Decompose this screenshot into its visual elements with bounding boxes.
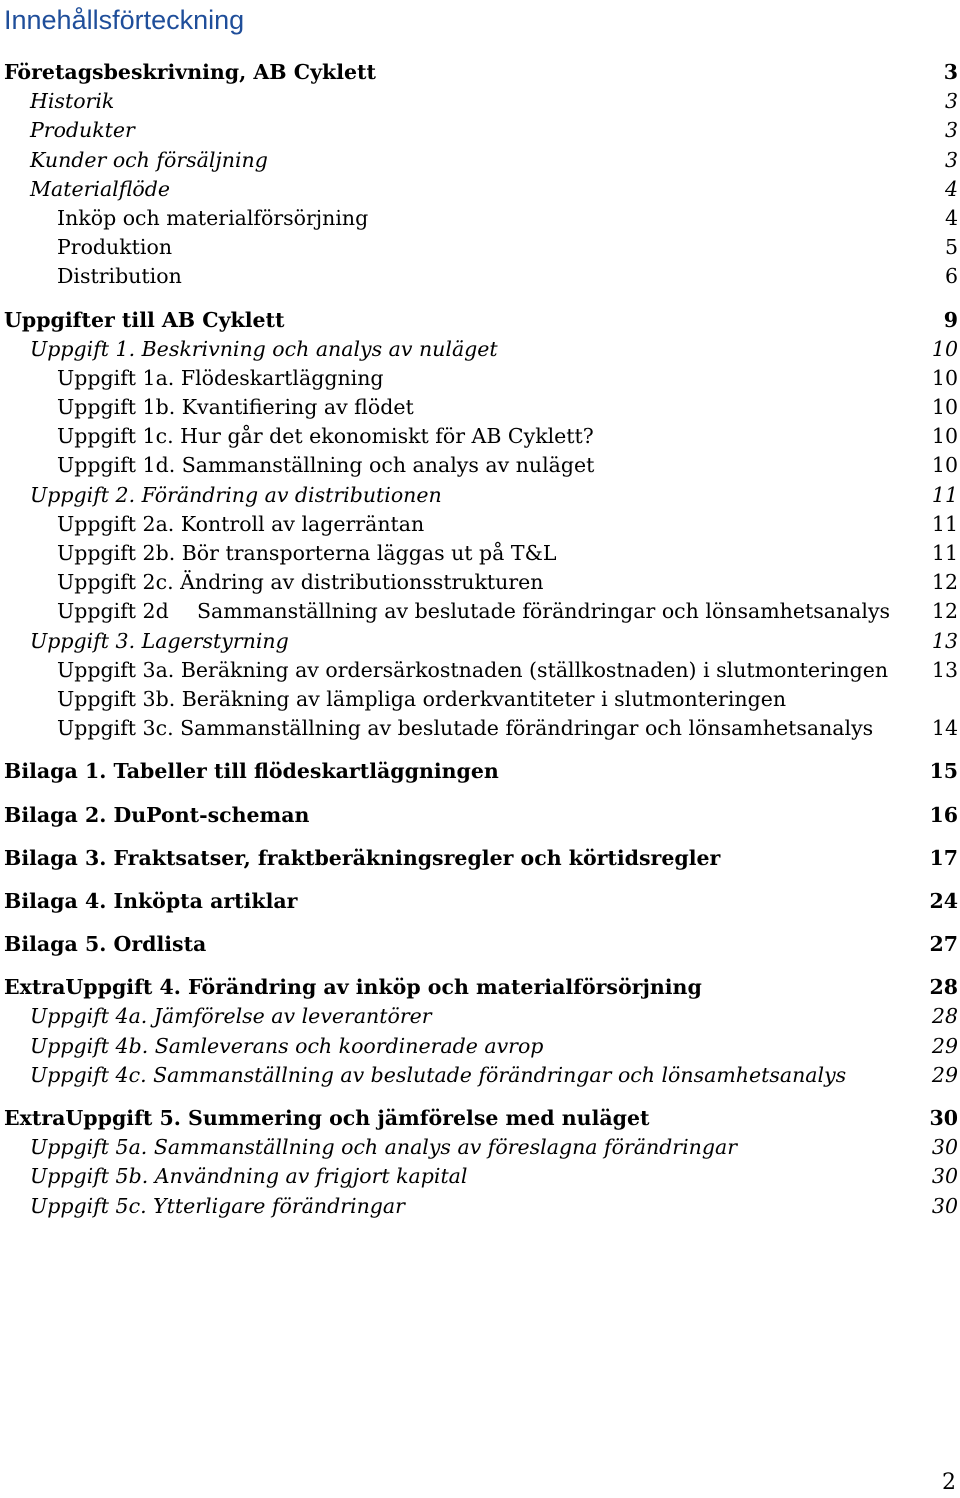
toc-entry-page: 15 <box>929 759 958 784</box>
toc-entry[interactable] <box>4 1032 958 1061</box>
toc-entry-page: 10 <box>931 365 958 390</box>
toc-entry-title: Uppgift 1c. Hur går det ekonomiskt för AB Cyklett? <box>57 424 594 449</box>
toc-entry-title: Uppgift 2a. Kontroll av lagerräntan <box>57 511 425 536</box>
toc-entry-page: 6 <box>944 264 958 289</box>
toc-entry[interactable] <box>4 510 958 539</box>
toc-entry-page: 17 <box>929 845 958 870</box>
toc-entry-page: 16 <box>929 802 958 827</box>
toc-entry-title: Uppgift 3b. Beräkning av lämpliga orderkvantiteter i slutmonteringen <box>57 686 787 711</box>
toc-entry[interactable] <box>4 204 958 233</box>
toc-entry-title: Distribution <box>57 264 182 289</box>
toc-entry-page: 4 <box>944 176 958 201</box>
toc-entry-title: Produkter <box>30 118 135 143</box>
toc-entry-page: 5 <box>944 235 958 260</box>
toc-entry-page: 29 <box>931 1062 958 1087</box>
toc-entry[interactable] <box>4 1104 958 1133</box>
toc-entry-title: Historik <box>30 89 115 114</box>
toc-entry-page: 13 <box>931 628 958 653</box>
toc-entry-page: 9 <box>943 307 958 332</box>
toc-entry-page: 27 <box>929 932 958 957</box>
toc-entry-title: ExtraUppgift 5. Summering och jämförelse med nuläget <box>4 1106 650 1130</box>
toc-entry-title: Företagsbeskrivning, AB Cyklett <box>4 60 376 84</box>
toc-entry-page: 29 <box>931 1033 958 1058</box>
toc-entry-title: ExtraUppgift 4. Förändring av inköp och materialförsörjning <box>4 975 702 1000</box>
toc-entry-title: Uppgift 1d. Sammanställning och analys av nuläget <box>57 453 595 478</box>
toc-entry[interactable] <box>4 801 958 830</box>
toc-entry-title: Uppgift 2b. Bör transporterna läggas ut på T&L <box>57 541 557 565</box>
toc-entry-title: Uppgift 4c. Sammanställning av beslutade förändringar och lönsamhetsanalys <box>30 1062 847 1087</box>
toc-entry-page: 11 <box>931 482 958 507</box>
toc-entry[interactable] <box>4 627 958 656</box>
toc-entry-title: Kunder och försäljning <box>30 147 268 172</box>
toc-entry-title: Uppgift 1. Beskrivning och analys av nuläget <box>30 336 498 361</box>
toc-entry-page: 10 <box>931 395 958 420</box>
toc-entry-title: Uppgift 1a. Flödeskartläggning <box>57 365 384 390</box>
toc-entry-page: 3 <box>944 147 958 172</box>
toc-entry-page: 30 <box>931 1164 958 1189</box>
toc-entry[interactable] <box>4 757 958 786</box>
toc-entry-title: Uppgifter till AB Cyklett <box>4 307 285 332</box>
toc-entry[interactable] <box>4 685 958 714</box>
toc-entry-title: Materialflöde <box>30 176 170 201</box>
toc-entry-title: Uppgift 4a. Jämförelse av leverantörer <box>30 1004 432 1029</box>
toc-entry-title: Uppgift 3. Lagerstyrning <box>30 628 289 653</box>
toc-entry-title: Bilaga 2. DuPont-scheman <box>4 802 310 827</box>
toc-entry-title: Bilaga 5. Ordlista <box>4 932 207 957</box>
toc-entry-page: 30 <box>931 1135 958 1160</box>
toc-entry[interactable] <box>4 930 958 959</box>
toc-entry-page: 11 <box>931 511 958 536</box>
toc-entry[interactable] <box>4 335 958 364</box>
toc-entry-title: Bilaga 4. Inköpta artiklar <box>4 888 298 913</box>
toc-entry-page: 28 <box>929 975 958 1000</box>
toc-entry-title: Uppgift 5a. Sammanställning och analys av föreslagna förändringar <box>30 1135 737 1160</box>
toc-entry-title: Produktion <box>57 235 173 260</box>
toc-entry-title: Bilaga 1. Tabeller till flödeskartläggningen <box>4 759 499 784</box>
toc-entry[interactable] <box>4 422 958 451</box>
toc-entry[interactable] <box>4 568 958 597</box>
toc-entry[interactable] <box>4 1133 958 1162</box>
toc-entry-page: 12 <box>931 570 958 595</box>
toc-entry[interactable] <box>4 175 958 204</box>
toc-entry-title: Inköp och materialförsörjning <box>57 205 369 230</box>
toc-entry-title: Bilaga 3. Fraktsatser, fraktberäkningsregler och körtidsregler <box>4 845 721 870</box>
toc-entry[interactable] <box>4 1162 958 1191</box>
toc-entry-page: 24 <box>929 888 958 913</box>
toc-entry-page: 10 <box>931 336 958 361</box>
toc-entry-page: 30 <box>931 1193 958 1218</box>
toc-entry-title: Uppgift 3a. Beräkning av ordersärkostnaden (ställkostnaden) i slutmonteringen <box>57 657 889 682</box>
toc-entry[interactable] <box>4 116 958 145</box>
toc-entry-page: 3 <box>944 89 958 114</box>
toc-entry[interactable] <box>4 844 958 873</box>
toc-entry-page: 13 <box>931 657 958 682</box>
toc-entry[interactable] <box>4 887 958 916</box>
page-title: Innehållsförteckning <box>4 5 245 35</box>
toc-entry[interactable] <box>4 393 958 422</box>
toc-entry-page: 12 <box>931 599 958 624</box>
toc-entry-title: Uppgift 3c. Sammanställning av beslutade förändringar och lönsamhetsanalys <box>57 716 874 741</box>
toc-entry[interactable] <box>4 656 958 685</box>
toc-entry-page: 10 <box>931 424 958 449</box>
toc-entry-title: Uppgift 5c. Ytterligare förändringar <box>30 1193 405 1218</box>
toc-entry-title: Uppgift 2. Förändring av distributionen <box>30 482 442 507</box>
toc-entry[interactable] <box>4 1192 958 1221</box>
toc-entry-title: Uppgift 5b. Användning av frigjort kapital <box>30 1164 468 1189</box>
toc-entry-label: Uppgift 2d <box>57 599 169 624</box>
toc-entry[interactable] <box>4 714 958 743</box>
toc-entry[interactable] <box>4 539 958 568</box>
toc-entry-page: 10 <box>931 453 958 478</box>
toc-entry[interactable] <box>4 1002 958 1031</box>
toc-entry-title: Uppgift 1b. Kvantifiering av flödet <box>57 395 414 420</box>
toc-entry-page: 30 <box>929 1106 958 1130</box>
toc-entry-page: 3 <box>943 60 958 84</box>
toc-entry[interactable] <box>4 262 958 291</box>
toc-entry-title: Uppgift 2c. Ändring av distributionsstrukturen <box>57 570 544 595</box>
toc-entry[interactable] <box>4 973 958 1002</box>
toc-entry[interactable] <box>4 364 958 393</box>
toc-entry[interactable] <box>4 1061 958 1090</box>
page-number: 2 <box>942 1470 956 1495</box>
toc-entry[interactable] <box>4 306 958 335</box>
toc-entry[interactable] <box>4 233 958 262</box>
toc-entry-page: 4 <box>944 205 958 230</box>
toc-entry-page: 14 <box>931 716 958 741</box>
toc-entry[interactable] <box>4 146 958 175</box>
toc-entry[interactable] <box>4 597 958 626</box>
toc-entry-page: 28 <box>931 1004 958 1029</box>
table-of-contents <box>4 58 958 1221</box>
toc-entry[interactable] <box>4 481 958 510</box>
toc-entry[interactable] <box>4 87 958 116</box>
toc-entry-text: Sammanställning av beslutade förändringar och lönsamhetsanalys <box>197 599 891 624</box>
toc-entry-title <box>57 597 890 626</box>
toc-entry[interactable] <box>4 58 958 87</box>
toc-entry[interactable] <box>4 451 958 480</box>
toc-entry-title: Uppgift 4b. Samleverans och koordinerade avrop <box>30 1033 544 1058</box>
toc-entry-page: 11 <box>931 541 958 565</box>
toc-entry-page: 3 <box>944 118 958 143</box>
